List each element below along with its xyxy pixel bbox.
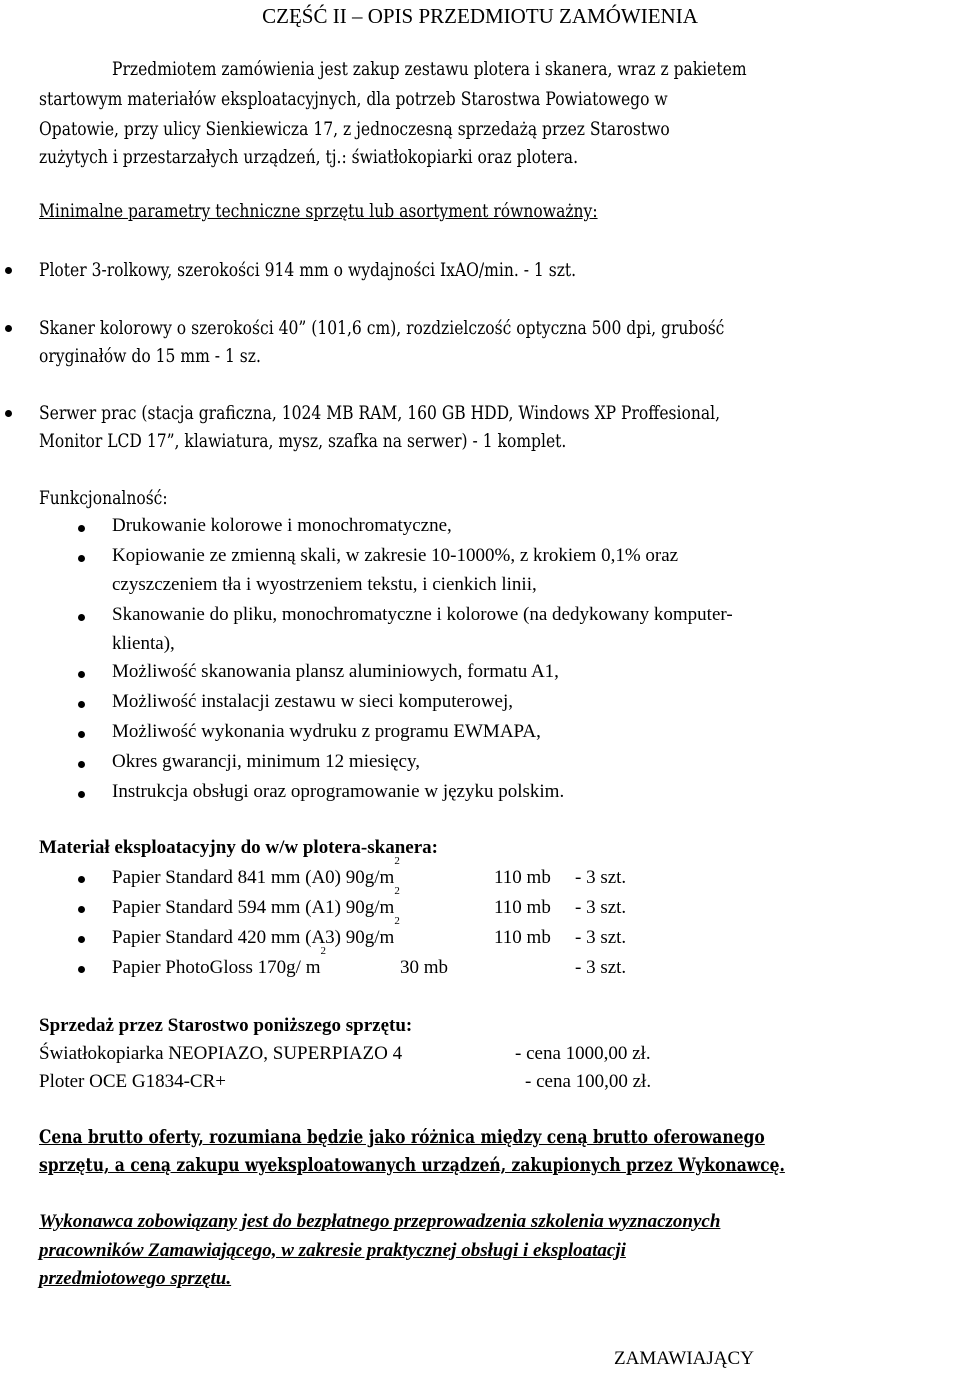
- bullet-icon: [5, 267, 12, 274]
- material-unit-sup: 2: [394, 855, 400, 867]
- bullet-icon: [78, 876, 85, 883]
- sale-heading: Sprzedaż przez Starostwo poniższego sprzętu:: [39, 1015, 413, 1036]
- intro-line: zużytych i przestarzałych urządzeń, tj.: światłokopiarki oraz plotera.: [39, 147, 579, 168]
- functionality-item-cont: czyszczeniem tła i wyostrzeniem tekstu, i cienkich linii,: [112, 574, 537, 595]
- signature-label: ZAMAWIAJĄCY: [614, 1348, 754, 1369]
- sale-item-name: Ploter OCE G1834-CR+: [39, 1071, 226, 1092]
- equipment-item: Skaner kolorowy o szerokości 40” (101,6 cm), rozdzielczość optyczna 500 dpi, grubość: [39, 318, 725, 339]
- bullet-icon: [5, 325, 12, 332]
- bullet-icon: [78, 701, 85, 708]
- training-note-line: Wykonawca zobowiązany jest do bezpłatnego przeprowadzenia szkolenia wyznaczonych: [39, 1211, 721, 1232]
- materials-heading: Materiał eksploatacyjny do w/w plotera-skanera:: [39, 837, 438, 858]
- bullet-icon: [78, 525, 85, 532]
- bullet-icon: [78, 614, 85, 621]
- bullet-icon: [78, 671, 85, 678]
- functionality-item: Możliwość instalacji zestawu w sieci komputerowej,: [112, 691, 514, 712]
- material-length: 110 mb: [494, 897, 551, 918]
- material-length: 110 mb: [494, 867, 551, 888]
- bullet-icon: [78, 791, 85, 798]
- bullet-icon: [78, 761, 85, 768]
- bullet-icon: [78, 966, 85, 973]
- material-qty: - 3 szt.: [575, 867, 627, 888]
- material-name: Papier PhotoGloss 170g/ m: [112, 957, 321, 978]
- price-note-line: Cena brutto oferty, rozumiana będzie jako różnica między ceną brutto oferowanego: [39, 1127, 765, 1148]
- price-note-line: sprzętu, a ceną zakupu wyeksploatowanych urządzeń, zakupionych przez Wykonawcę.: [39, 1155, 785, 1176]
- sale-item-name: Światłokopiarka NEOPIAZO, SUPERPIAZO 4: [39, 1043, 403, 1064]
- functionality-item: Okres gwarancji, minimum 12 miesięcy,: [112, 751, 420, 772]
- equipment-item: Serwer prac (stacja graficzna, 1024 MB RAM, 160 GB HDD, Windows XP Proffesional,: [39, 403, 721, 424]
- functionality-item: Możliwość wykonania wydruku z programu EWMAPA,: [112, 721, 541, 742]
- intro-line: startowym materiałów eksploatacyjnych, dla potrzeb Starostwa Powiatowego w: [39, 89, 668, 110]
- material-unit-sup: 2: [394, 885, 400, 897]
- material-qty: - 3 szt.: [575, 927, 627, 948]
- material-unit-sup: 2: [320, 945, 326, 957]
- training-note-line: przedmiotowego sprzętu.: [39, 1268, 232, 1289]
- equipment-item: Ploter 3-rolkowy, szerokości 914 mm o wydajności IxAO/min. - 1 szt.: [39, 260, 577, 281]
- material-qty: - 3 szt.: [575, 897, 627, 918]
- material-name: Papier Standard 841 mm (A0) 90g/m: [112, 867, 395, 888]
- bullet-icon: [5, 410, 12, 417]
- functionality-item: Drukowanie kolorowe i monochromatyczne,: [112, 515, 452, 536]
- material-qty: - 3 szt.: [575, 957, 627, 978]
- functionality-heading: Funkcjonalność:: [39, 488, 168, 509]
- intro-line: Opatowie, przy ulicy Sienkiewicza 17, z jednoczesną sprzedażą przez Starostwo: [39, 119, 670, 140]
- functionality-item: Skanowanie do pliku, monochromatyczne i kolorowe (na dedykowany komputer-: [112, 604, 733, 625]
- material-unit-sup: 2: [394, 915, 400, 927]
- functionality-item: Kopiowanie ze zmienną skali, w zakresie 10-1000%, z krokiem 0,1% oraz: [112, 545, 679, 566]
- sale-item-price: - cena 100,00 zł.: [525, 1071, 652, 1092]
- equipment-item-cont: Monitor LCD 17”, klawiatura, mysz, szafka na serwer) - 1 komplet.: [39, 431, 567, 452]
- bullet-icon: [78, 555, 85, 562]
- training-note-line: pracowników Zamawiającego, w zakresie praktycznej obsługi i eksploatacji: [39, 1240, 626, 1261]
- intro-line: Przedmiotem zamówienia jest zakup zestawu plotera i skanera, wraz z pakietem: [112, 59, 747, 80]
- bullet-icon: [78, 731, 85, 738]
- bullet-icon: [78, 936, 85, 943]
- functionality-item: Możliwość skanowania plansz aluminiowych, formatu A1,: [112, 661, 559, 682]
- bullet-icon: [78, 906, 85, 913]
- material-length: 110 mb: [494, 927, 551, 948]
- document-title: CZĘŚĆ II – OPIS PRZEDMIOTU ZAMÓWIENIA: [262, 4, 698, 28]
- material-name: Papier Standard 594 mm (A1) 90g/m: [112, 897, 395, 918]
- functionality-item: Instrukcja obsługi oraz oprogramowanie w języku polskim.: [112, 781, 565, 802]
- params-heading: Minimalne parametry techniczne sprzętu lub asortyment równoważny:: [39, 201, 598, 222]
- material-length: 30 mb: [400, 957, 449, 978]
- sale-item-price: - cena 1000,00 zł.: [515, 1043, 651, 1064]
- functionality-item-cont: klienta),: [112, 633, 175, 654]
- equipment-item-cont: oryginałów do 15 mm - 1 sz.: [39, 346, 261, 367]
- material-name: Papier Standard 420 mm (A3) 90g/m: [112, 927, 395, 948]
